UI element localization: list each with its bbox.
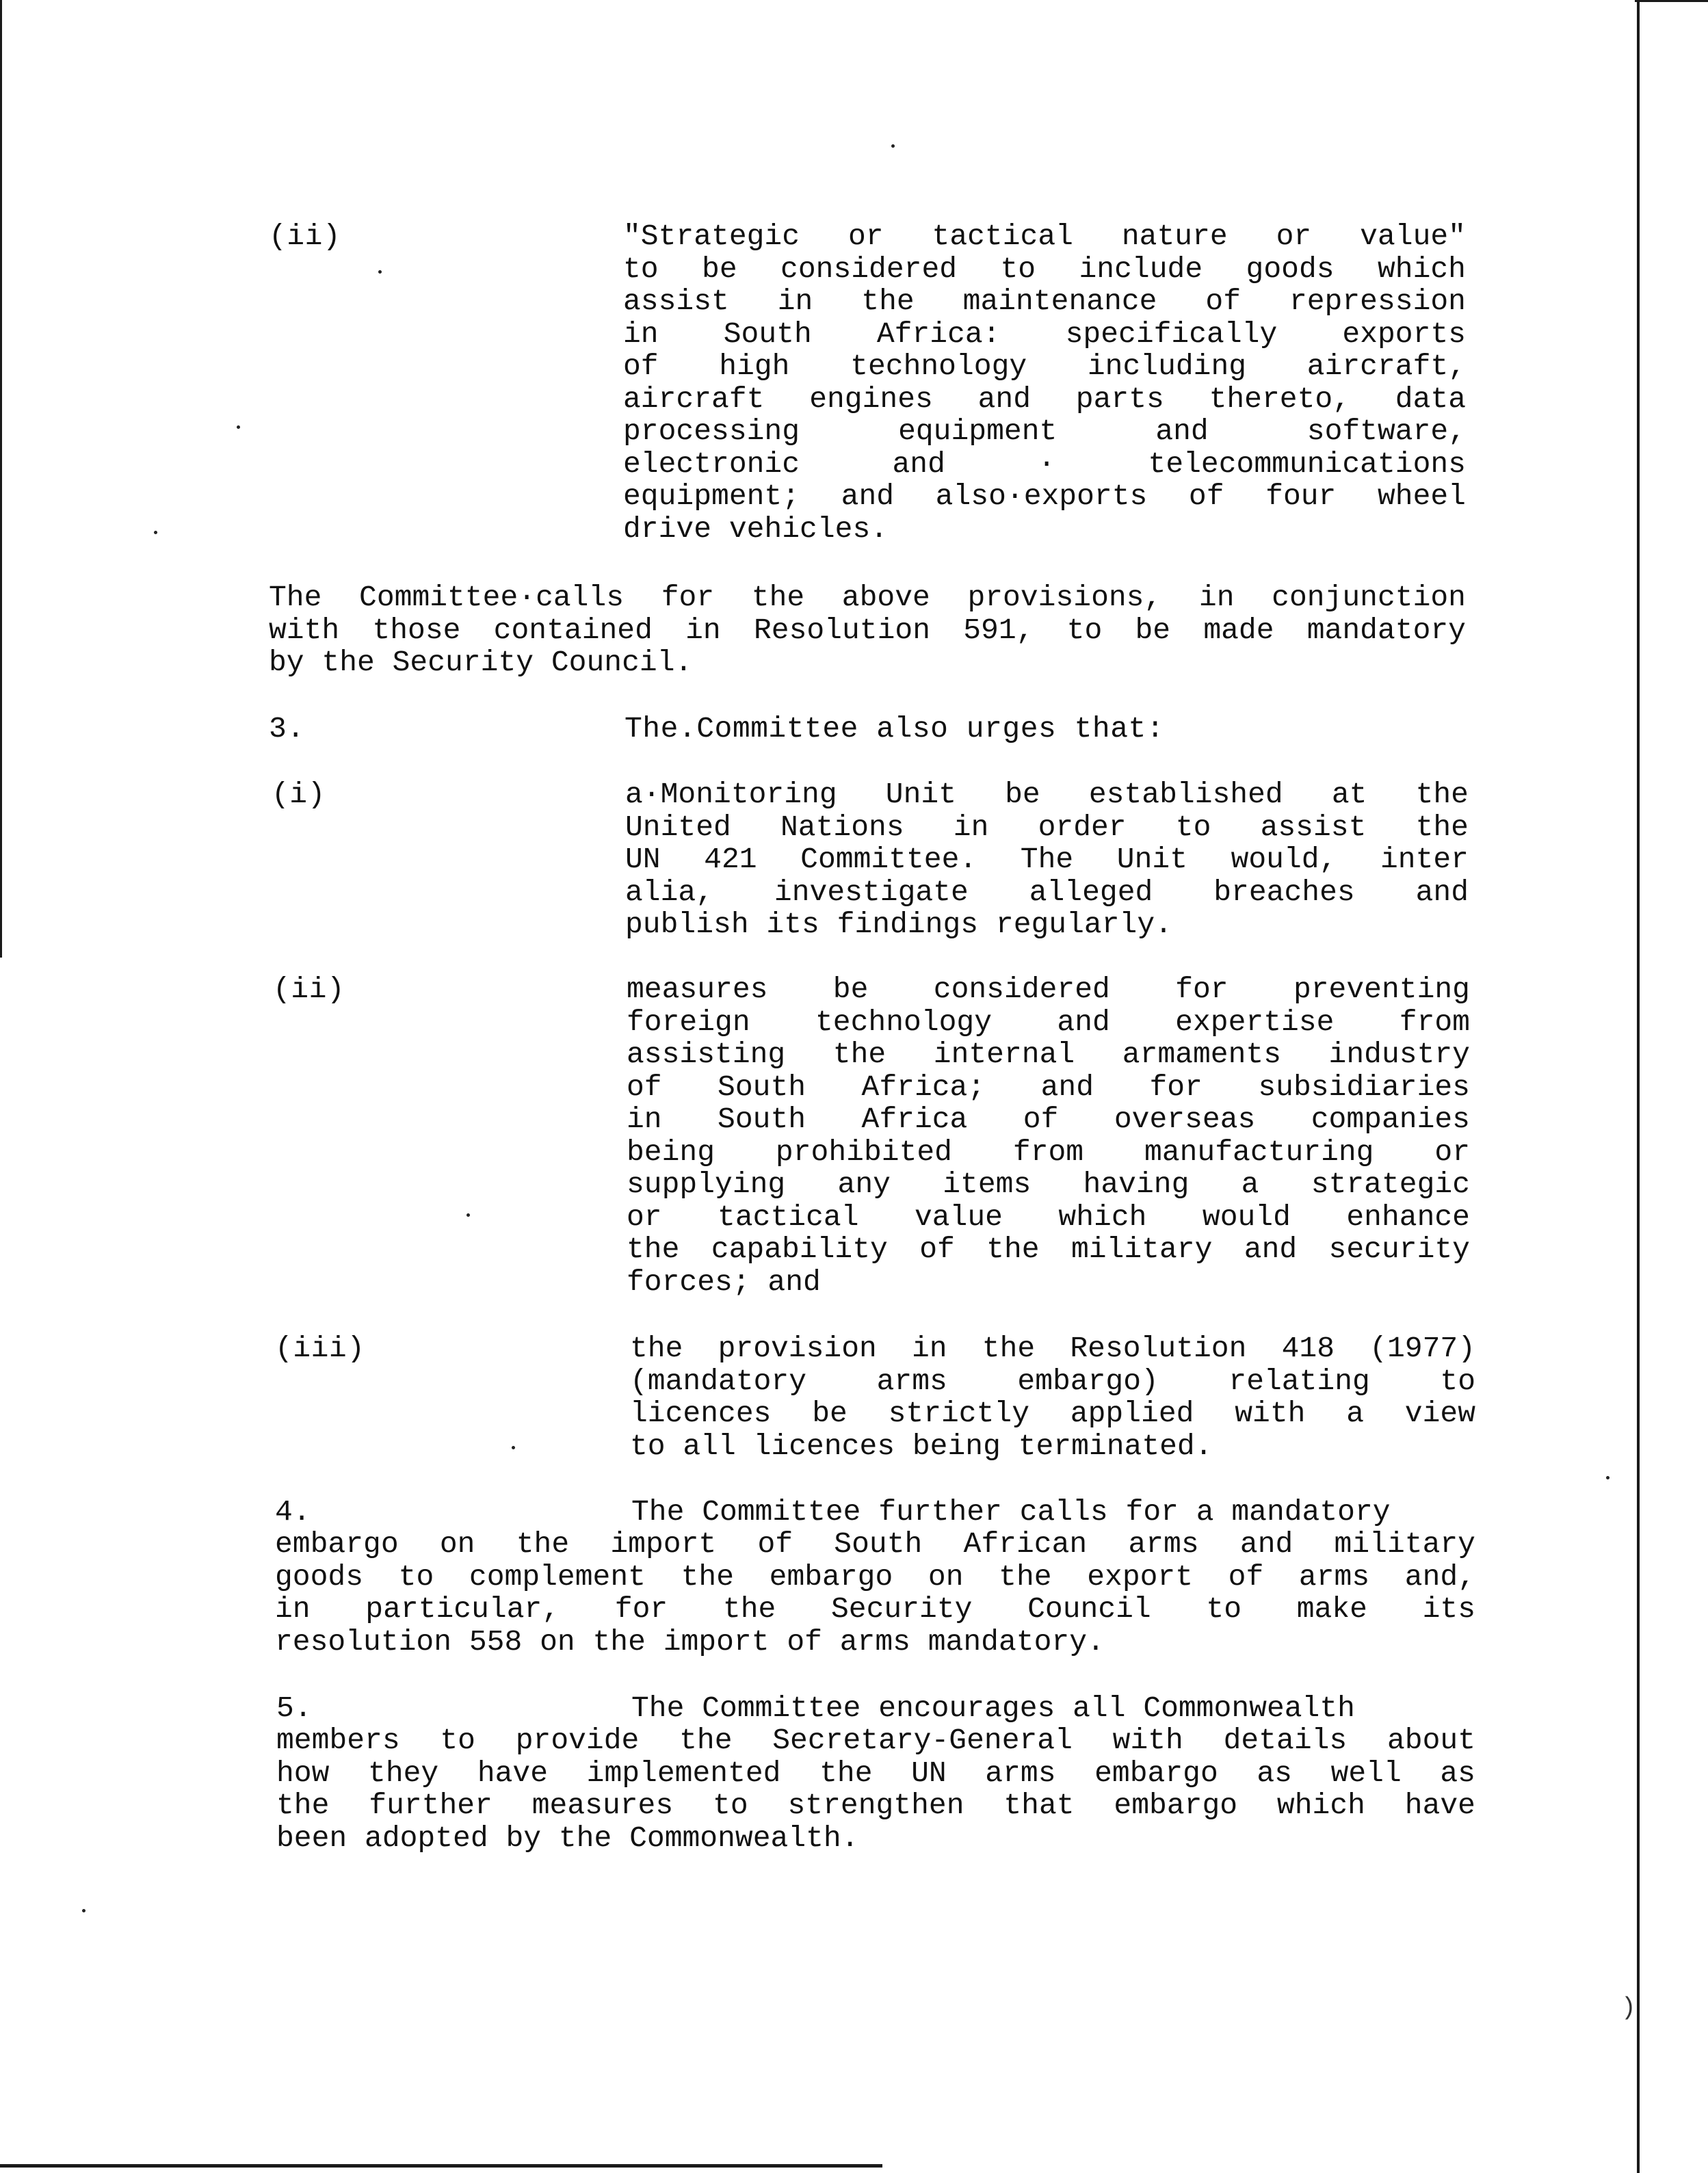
text-line: supplying any items having a strategic [627, 1168, 1470, 1201]
text-line: in South Africa of overseas companies [627, 1103, 1470, 1136]
scan-speck [237, 425, 240, 429]
scan-speck [378, 270, 382, 274]
scan-speck [891, 144, 895, 148]
text-line: publish its findings regularly. [625, 908, 1172, 941]
scan-speck [154, 531, 157, 534]
text-line: being prohibited from manufacturing or [627, 1135, 1470, 1169]
item-iii-provision-text [630, 1332, 1475, 1462]
scan-speck [1606, 1476, 1610, 1479]
text-line: in South Africa: specifically exports [623, 317, 1466, 351]
text-line: drive vehicles. [623, 512, 889, 546]
text-line: how they have implemented the UN arms embargo as well as [276, 1756, 1475, 1790]
paragraph-5-first-line [631, 1692, 1475, 1725]
text-line: the provision in the Resolution 418 (1977) [630, 1332, 1475, 1365]
paragraph-5-text [276, 1724, 1475, 1854]
text-line: members to provide the Secretary-General with details about [276, 1724, 1475, 1757]
text-line: assist in the maintenance of repression [623, 285, 1466, 318]
text-line: with those contained in Resolution 591, to be made mandatory [269, 613, 1466, 647]
text-line: a·Monitoring Unit be established at the [625, 778, 1469, 811]
scan-edge-right [1637, 0, 1640, 2173]
text-line: The Committee encourages all Commonwealth [631, 1691, 1355, 1725]
margin-mark: ) [1621, 1994, 1637, 2022]
paragraph-number-3: 3. [269, 712, 305, 746]
paragraph-4-text [275, 1528, 1475, 1658]
text-line: the further measures to strengthen that embargo which have [276, 1789, 1475, 1822]
scan-speck [467, 1213, 470, 1217]
scan-edge-top [1635, 0, 1708, 2]
text-line: United Nations in order to assist the [625, 810, 1469, 844]
text-line: forces; and [627, 1265, 821, 1299]
item-ii-strategic-text [623, 220, 1466, 545]
text-line: resolution 558 on the import of arms mandatory. [275, 1624, 1105, 1659]
committee-calls-paragraph [269, 581, 1466, 679]
text-line: been adopted by the Commonwealth. [276, 1821, 859, 1855]
text-line: embargo on the import of South African arms and military [275, 1527, 1475, 1561]
text-line: assisting the internal armaments industry [627, 1038, 1470, 1071]
item-label-iii: (iii) [275, 1332, 365, 1365]
text-line: licences be strictly applied with a view [630, 1397, 1475, 1430]
text-line: in particular, for the Security Council to make its [275, 1592, 1475, 1626]
scan-speck [512, 1446, 515, 1449]
text-line: The Committee·calls for the above provisions, in conjunction [269, 581, 1466, 614]
paragraph-number-5: 5. [276, 1691, 313, 1725]
text-line: processing equipment and software, [623, 414, 1466, 448]
text-line: the capability of the military and security [627, 1233, 1470, 1266]
text-line: The Committee further calls for a mandatory [631, 1495, 1391, 1529]
text-line: (mandatory arms embargo) relating to [630, 1364, 1475, 1398]
paragraph-3-heading: The.Committee also urges that: [625, 712, 1165, 746]
item-label-ii: (ii) [273, 973, 345, 1006]
paragraph-number-4: 4. [275, 1495, 311, 1529]
scan-edge-left [0, 0, 2, 958]
item-i-monitoring-text [625, 778, 1469, 941]
text-line: of South Africa; and for subsidiaries [627, 1070, 1470, 1104]
text-line: foreign technology and expertise from [627, 1005, 1470, 1039]
text-line: to be considered to include goods which [623, 252, 1466, 286]
text-line: electronic and · telecommunications [623, 447, 1466, 481]
text-line: "Strategic or tactical nature or value" [623, 220, 1466, 253]
text-line: UN 421 Committee. The Unit would, inter [625, 843, 1469, 876]
scan-speck [82, 1909, 86, 1912]
text-line: alia, investigate alleged breaches and [625, 875, 1469, 909]
item-ii-measures-text [627, 973, 1470, 1298]
text-line: by the Security Council. [269, 646, 693, 679]
text-line: measures be considered for preventing [627, 973, 1470, 1006]
item-label-i: (i) [272, 778, 326, 811]
text-line: equipment; and also·exports of four wheel [623, 479, 1466, 513]
text-line: to all licences being terminated. [630, 1429, 1213, 1463]
text-line: aircraft engines and parts thereto, data [623, 382, 1466, 416]
item-label-ii: (ii) [269, 220, 341, 253]
scan-edge-bottom [0, 2164, 882, 2168]
text-line: goods to complement the embargo on the export of arms and, [275, 1559, 1475, 1594]
text-line: of high technology including aircraft, [623, 350, 1466, 383]
text-line: or tactical value which would enhance [627, 1200, 1470, 1234]
paragraph-4-first-line [631, 1496, 1475, 1529]
